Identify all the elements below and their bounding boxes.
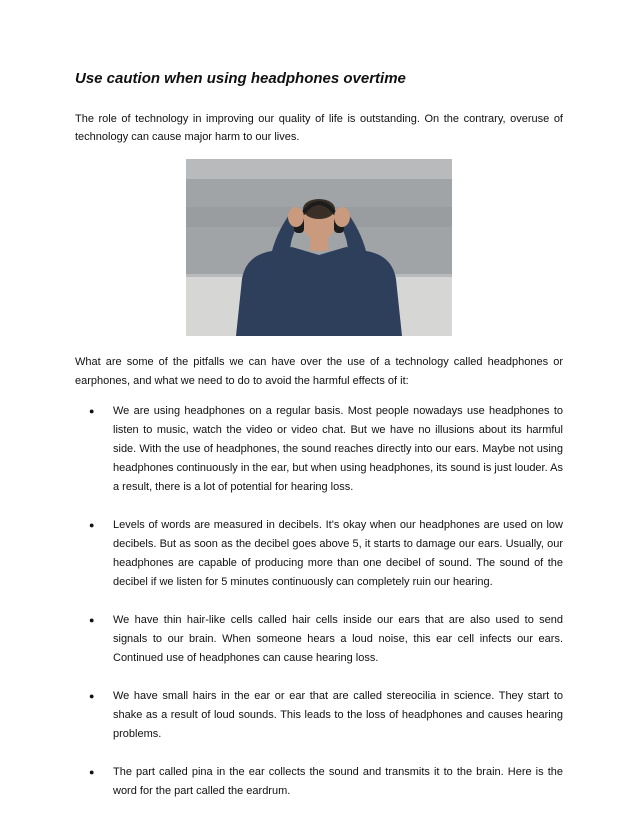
headphones-photo [186,159,452,336]
list-item [75,611,563,668]
bullet-icon: ● [89,615,95,625]
man-shirt [236,247,402,336]
list-item [75,516,563,592]
right-hand [334,207,350,227]
intro-paragraph: The role of technology in improving our quality of life is outstanding. On the contrary, overuse of technology can cause major harm to our lives. [75,113,563,143]
list-item [75,763,563,801]
bullet-icon: ● [89,691,95,701]
harmful-effects-list [75,402,563,820]
list-item-text: We have thin hair-like cells called hair cells inside our ears that are also used to send signals to our brain. When someone hears a loud noise, this ear cell infects our ears. Continued use of headphones can cause hearing loss. [113,614,563,664]
list-item [75,687,563,744]
list-item-text: Levels of words are measured in decibels. It's okay when our headphones are used on low decibels. But as soon as the decibel goes above 5, it starts to damage our ears. Usually, our headphones are capable of producing more than one decibel of sound. The sound of the decibel if we listen for 5 minutes continuously can completely ruin our hearing. [113,519,563,588]
bullet-icon: ● [89,520,95,530]
article-title: Use caution when using headphones overtime [75,70,406,87]
left-hand [288,207,304,227]
lead-paragraph: What are some of the pitfalls we can have over the use of a technology called headphones or earphones, and what we need to do to avoid the harmful effects of it: [75,356,563,387]
bullet-icon: ● [89,406,95,416]
list-item [75,402,563,497]
list-item-text: We are using headphones on a regular basis. Most people nowadays use headphones to listen to music, watch the video or video chat. But we have no illusions about its harmful side. With the use of headphones, the sound reaches directly into our ears. Maybe not using headphones continuously in the ear, but when using headphones, its sound is just louder. As a result, there is a lot of potential for hearing loss. [113,405,563,493]
bullet-icon: ● [89,767,95,777]
man-wearing-headphones-photo [186,159,452,336]
list-item-text: We have small hairs in the ear or ear that are called stereocilia in science. They start to shake as a result of loud sounds. This leads to the loss of headphones and causes hearing problems. [113,690,563,740]
list-item-text: The part called pina in the ear collects the sound and transmits it to the brain. Here is the word for the part called the eardrum. [113,766,563,797]
